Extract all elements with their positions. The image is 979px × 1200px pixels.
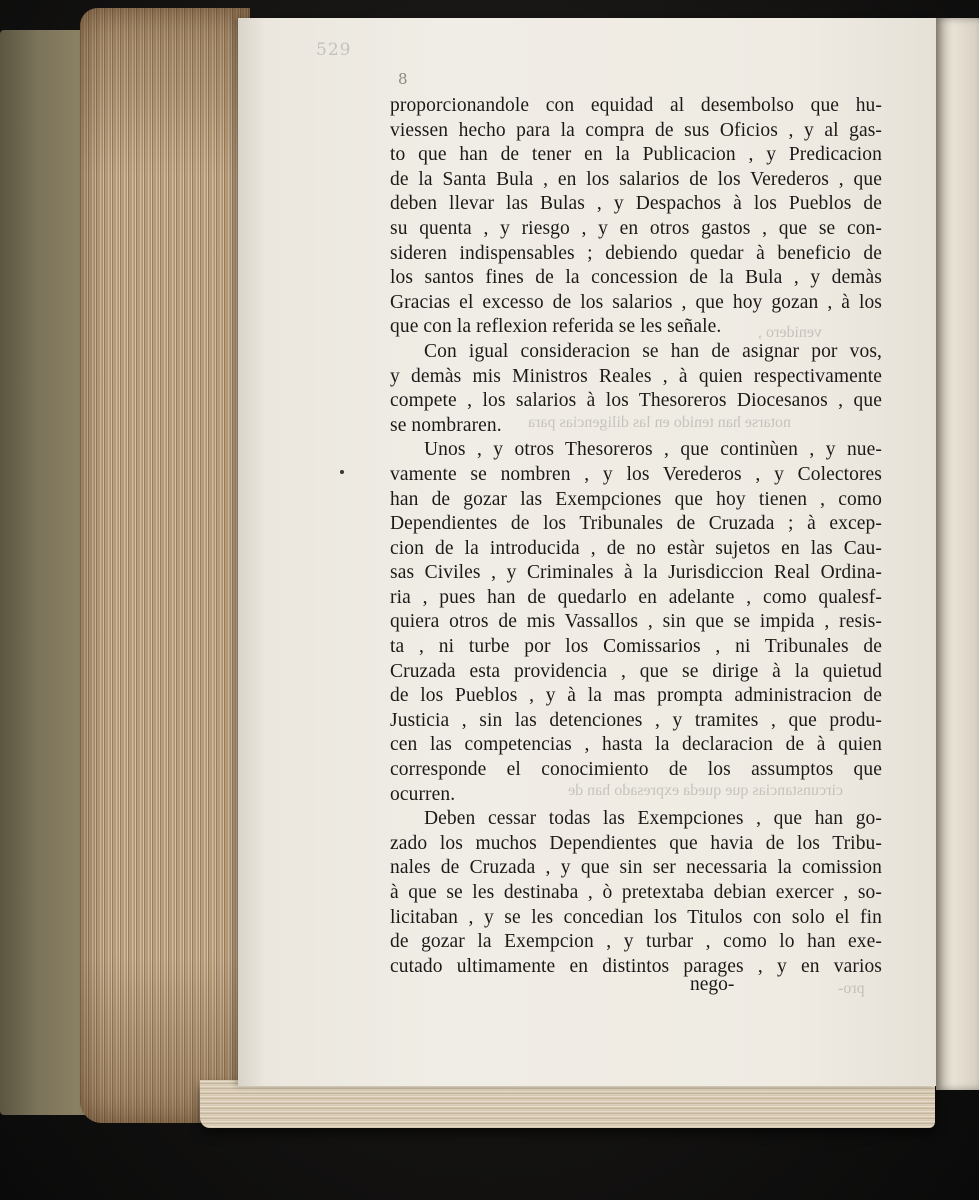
text-line: se nombraren. [390,414,502,436]
page-edges-bottom [200,1080,935,1128]
bleed-through-text: notarse han tenido en las diligencias para [528,414,792,431]
text-line: deben llevar las Bulas , y Despachos à los Pueblos de [390,193,882,215]
text-line: to que han de tener en la Publicacion , y Predicacion [390,144,882,166]
text-line: cen las competencias , hasta la declaracion de à quien [390,734,882,756]
page-edges-left [80,8,250,1123]
catchword: nego- [690,974,735,995]
text-line: y demàs mis Ministros Reales , à quien respectivamente [390,365,882,387]
ink-speck [340,470,344,474]
text-line: zado los muchos Dependientes que havia de los Tribu- [390,832,882,854]
text-line: licitaban , y se les concedian los Titulos con solo el fin [390,906,882,928]
paragraph-start-line: Deben cessar todas las Exempciones , que han go- [424,808,882,830]
text-line: de los Pueblos , y à la mas prompta administracion de [390,685,882,707]
text-line: nales de Cruzada , y que sin ser necessaria la comission [390,857,882,879]
ghost-folio-number: 529 [316,40,352,60]
text-line: corresponde el conocimiento de los assumptos que [390,759,882,781]
text-line: de gozar la Exempcion , y turbar , como lo han exe- [390,931,882,953]
paragraph-start-line: Unos , y otros Thesoreros , que continùen , y nue- [424,439,882,461]
text-line: Dependientes de los Tribunales de Cruzada ; à excep- [390,513,882,535]
text-line: ta , ni turbe por los Comissarios , ni Tribunales de [390,636,882,658]
text-line: ria , pues han de quedarlo en adelante , como qualesf- [390,586,882,608]
adjacent-page [936,18,979,1090]
text-line: cutado ultimamente en distintos parages , y en varios [390,955,882,977]
body-text [390,94,882,979]
text-line: ocurren. [390,783,456,805]
text-line: cion de la introducida , de no estàr sujetos en las Cau- [390,537,882,559]
text-line: viessen hecho para la compra de sus Oficios , y al gas- [390,119,882,141]
text-line: los santos fines de la concession de la Bula , y demàs [390,267,882,289]
text-line: su quenta , y riesgo , y en otros gastos , que se con- [390,217,882,239]
text-line: Cruzada esta providencia , que se dirige à la quietud [390,660,882,682]
text-line: han de gozar las Exempciones que hoy tienen , como [390,488,882,510]
bleed-through-text: pro- [838,980,865,997]
text-line: sideren indispensables ; debiendo quedar à beneficio de [390,242,882,264]
text-line: proporcionandole con equidad al desembolso que hu- [390,95,882,116]
text-line: Justicia , sin las detenciones , y tramites , que produ- [390,709,882,731]
bleed-through-text: circunstancias que queda expresado han de [568,782,843,799]
text-line: Gracias el excesso de los salarios , que hoy gozan , à los [390,291,882,313]
paragraph-start-line: Con igual consideracion se han de asignar por vos, [424,340,882,362]
bleed-through-text: venidero , [758,324,822,341]
text-line: de la Santa Bula , en los salarios de los Verederos , que [390,168,882,190]
text-line: sas Civiles , y Criminales à la Jurisdiccion Real Ordina- [390,562,882,584]
book-page [238,18,936,1086]
folio-number: 8 [398,70,408,88]
text-line: que con la reflexion referida se les señale. [390,316,722,338]
text-line: compete , los salarios à los Thesoreros Diocesanos , que [390,390,882,412]
text-line: vamente se nombren , y los Verederos , y Colectores [390,463,882,485]
text-line: à que se les destinaba , ò pretextaba debian exercer , so- [390,882,882,903]
text-line: quiera otros de mis Vassallos , sin que se impida , resis- [390,611,882,633]
